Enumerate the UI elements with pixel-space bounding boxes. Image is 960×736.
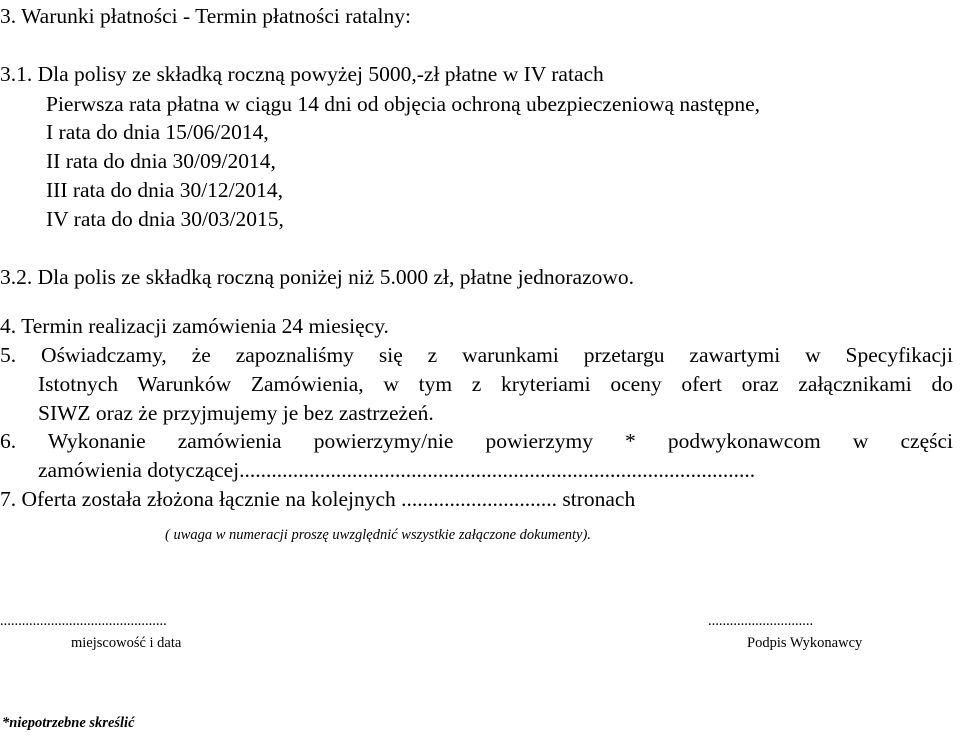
item-6-line: zamówienia dotyczącej................................................................................................ xyxy=(38,458,756,482)
signature-left-dots: .............................................. xyxy=(0,613,167,629)
installment-line: IV rata do dnia 30/03/2015, xyxy=(46,207,284,231)
item-6-line: 6. Wykonanie zamówienia powierzymy/nie powierzymy * podwykonawcom w części xyxy=(0,429,953,453)
item-7-note: ( uwaga w numeracji proszę uwzględnić wszystkie załączone dokumenty). xyxy=(165,527,591,543)
item-3-1-first-installment: Pierwsza rata płatna w ciągu 14 dni od objęcia ochroną ubezpieczeniową następne, xyxy=(46,92,760,116)
item-3-2: 3.2. Dla polis ze składką roczną poniżej niż 5.000 zł, płatne jednorazowo. xyxy=(0,265,635,289)
footnote: *niepotrzebne skreślić xyxy=(2,715,135,731)
item-4: 4. Termin realizacji zamówienia 24 miesięcy. xyxy=(0,314,389,338)
item-3-1: 3.1. Dla polisy ze składką roczną powyżej 5000,-zł płatne w IV ratach xyxy=(0,62,604,86)
place-and-date-label: miejscowość i data xyxy=(71,635,182,651)
payment-heading: 3. Warunki płatności - Termin płatności ratalny: xyxy=(0,4,411,28)
item-5-line: Istotnych Warunków Zamówienia, w tym z kryteriami oceny ofert oraz załącznikami do xyxy=(38,372,953,396)
signature-right-dots: ............................. xyxy=(708,613,814,629)
contractor-signature-label: Podpis Wykonawcy xyxy=(747,635,863,651)
installment-line: III rata do dnia 30/12/2014, xyxy=(46,178,284,202)
item-5-line: 5. Oświadczamy, że zapoznaliśmy się z warunkami przetargu zawartymi w Specyfikacji xyxy=(0,343,953,367)
item-7: 7. Oferta została złożona łącznie na kolejnych ............................. stronach xyxy=(0,487,636,511)
installment-line: II rata do dnia 30/09/2014, xyxy=(46,149,276,173)
item-5-line: SIWZ oraz że przyjmujemy je bez zastrzeżeń. xyxy=(38,401,434,425)
installment-line: I rata do dnia 15/06/2014, xyxy=(46,120,269,144)
